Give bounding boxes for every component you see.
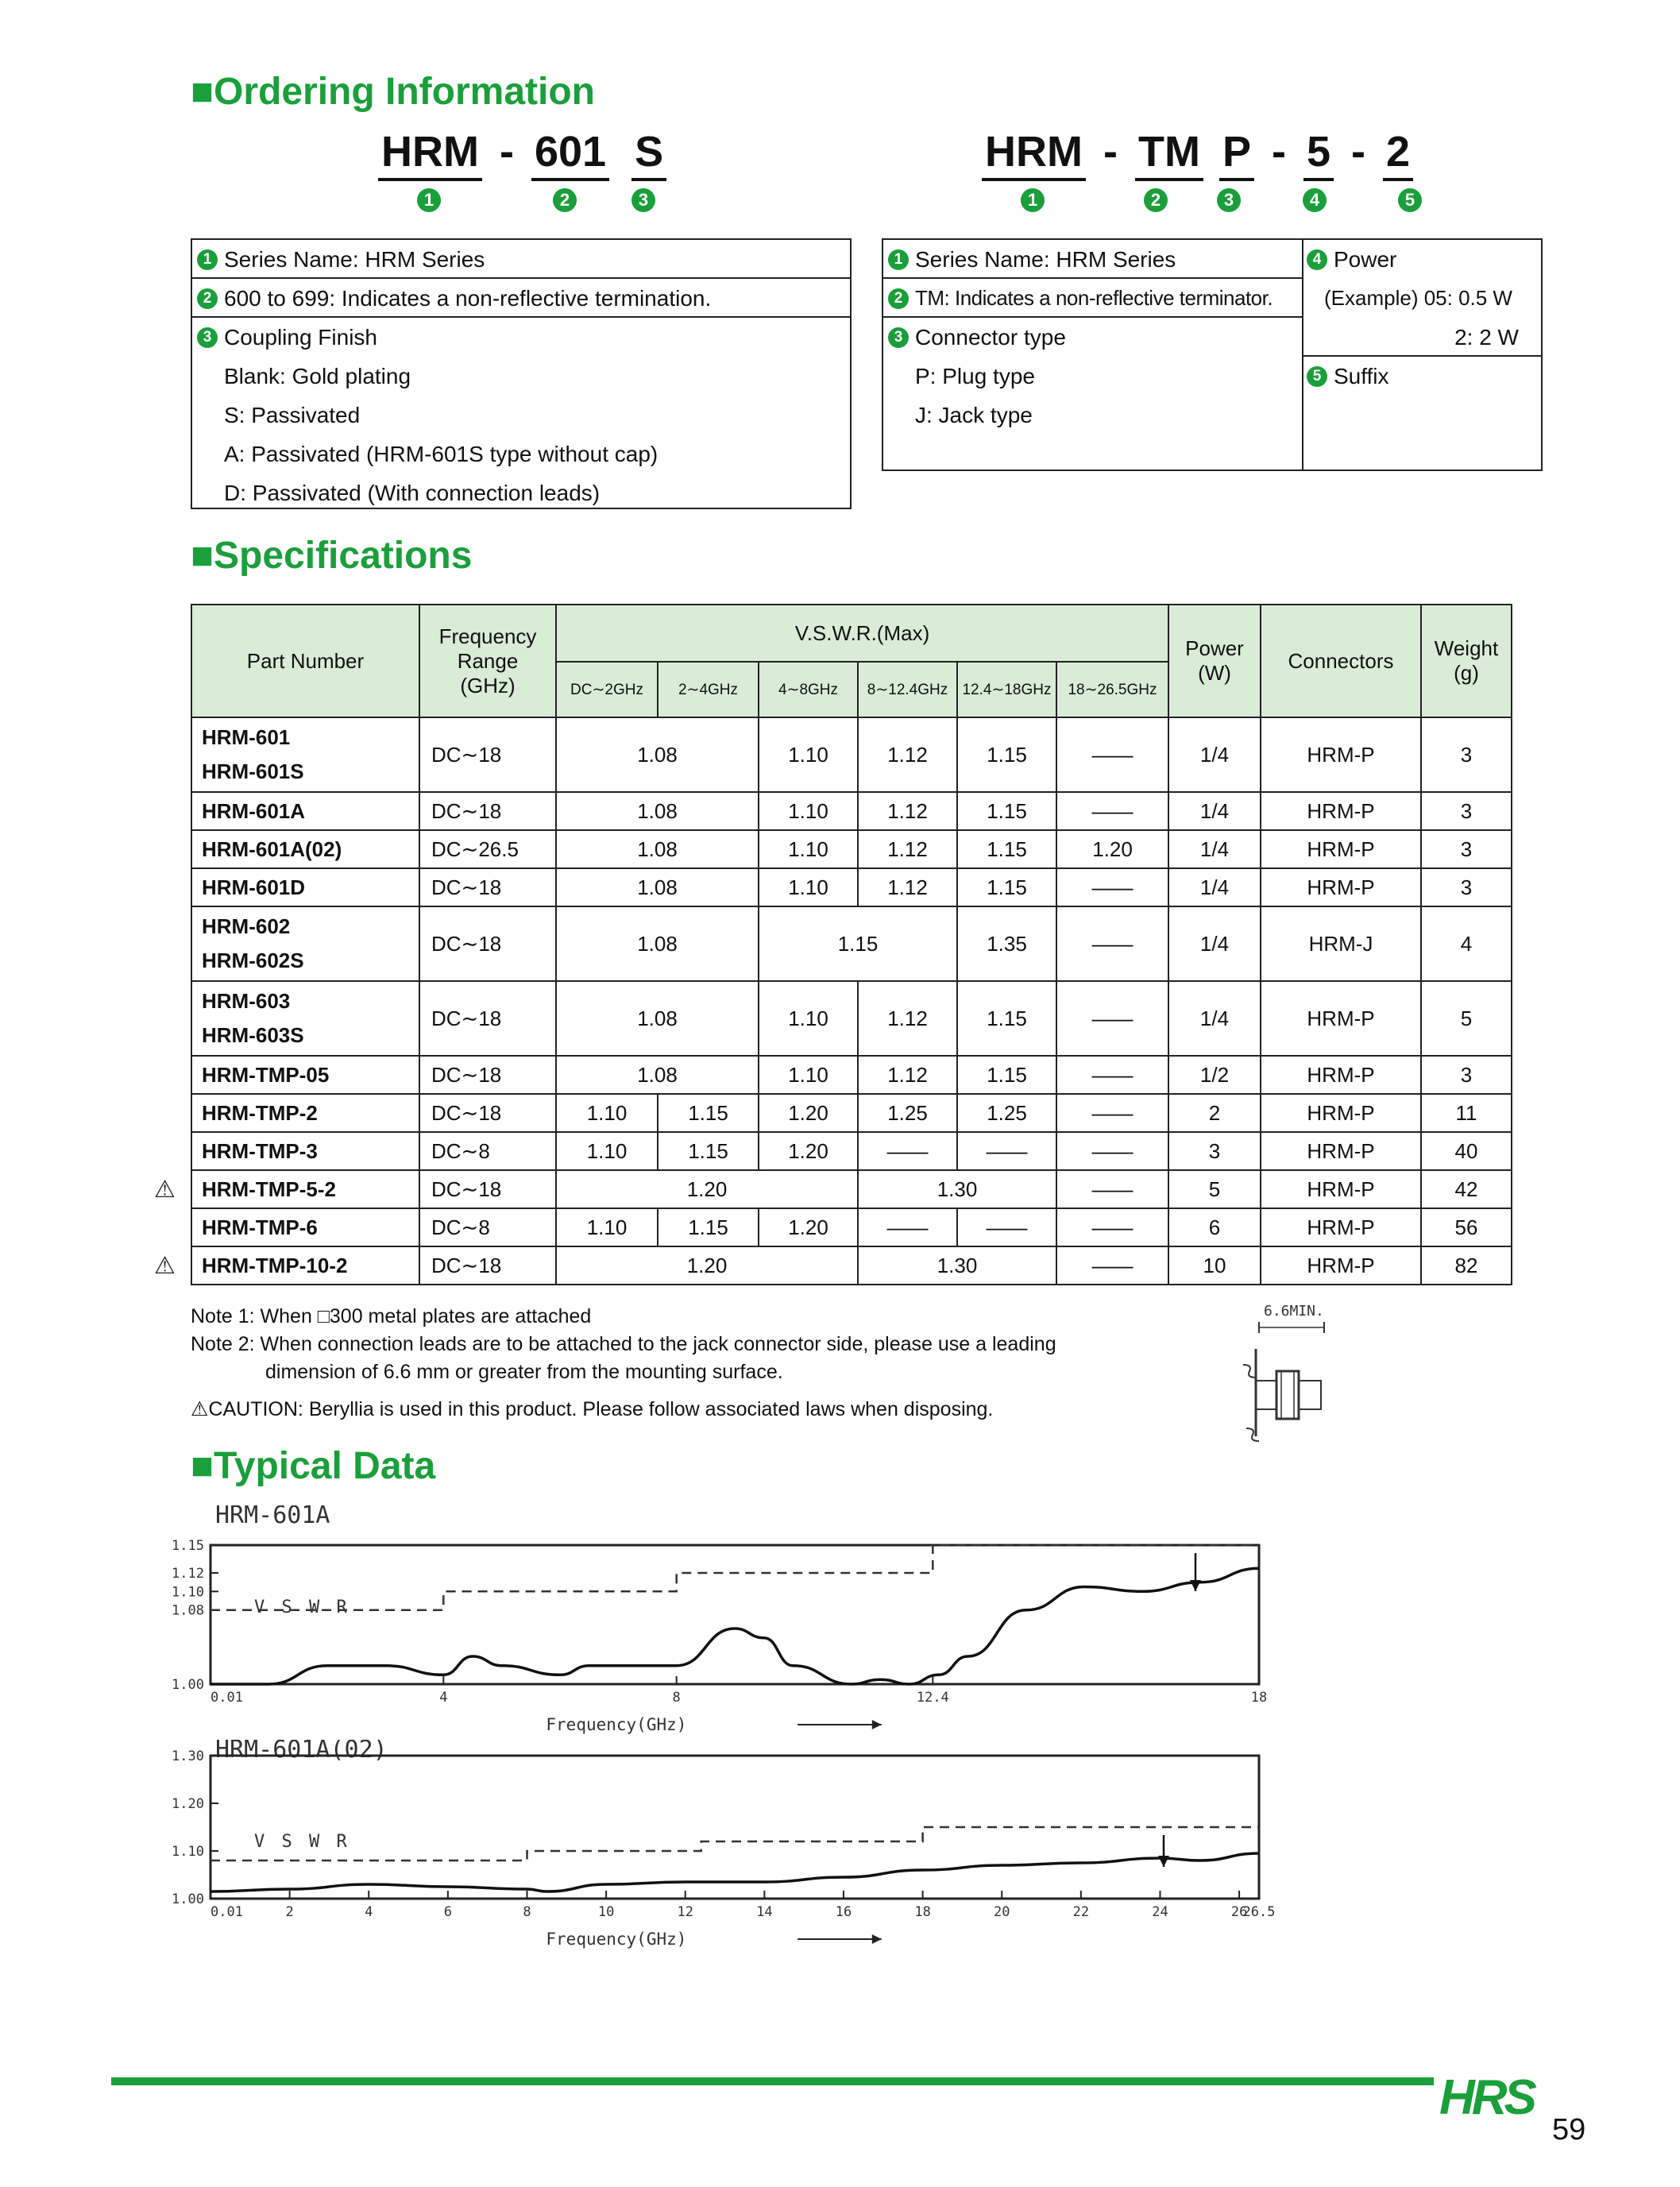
x-axis-arrowhead [872,1934,882,1944]
x-tick-label: 4 [439,1690,448,1706]
ordering-box-2 [882,238,1543,471]
caution-text: CAUTION: Beryllia is used in this product. Please follow associated laws when disposing. [208,1398,994,1420]
x-axis-arrowhead [872,1720,882,1729]
code1-num-2: 2 [553,188,577,212]
x-tick-label: 6 [443,1904,452,1920]
hdr-weight: Weight (g) [1421,605,1512,717]
hdr-band-1: DC∼2GHz [556,662,658,717]
y-tick-label: 1.10 [172,1584,204,1601]
table-row: HRM-TMP-2 DC∼18 1.10 1.15 1.20 1.25 1.25 —— 2 HRM-P 11 [191,1094,1512,1132]
code2-num-4: 4 [1303,188,1327,212]
ordering-info-title: ■Ordering Information [191,71,595,113]
table-row: HRM-TMP-10-2 DC∼18 1.20 1.30 —— 10 HRM-P 82 [191,1246,1512,1285]
x-tick-label: 8 [672,1690,681,1706]
code2-num-3: 3 [1217,188,1241,212]
y-tick-label: 1.30 [172,1748,204,1764]
y-tick-label: 1.00 [172,1677,204,1693]
code2-type: P [1219,127,1254,181]
box2-series-row: 1 Series Name: HRM Series [883,240,1302,279]
box2-num-3: 3 [888,327,909,348]
x-tick-label: 24 [1152,1904,1168,1920]
x-tick-label: 0.01 [210,1690,243,1706]
marker-arrowhead [1158,1856,1169,1867]
notes [191,1303,1056,1424]
box2-num-2: 2 [888,288,909,309]
caution-icon: ⚠ [191,1398,209,1420]
x-axis-label: Frequency(GHz) [546,1715,687,1734]
spec-limit-line [210,1827,1259,1860]
code1-dash: - [499,128,514,176]
x-tick-label: 4 [365,1904,373,1920]
lead-dimension-drawing [1235,1301,1338,1444]
table-row: HRM-601 HRM-601S DC∼18 1.08 1.10 1.12 1.15 —— 1/4 HRM-P 3 [191,717,1512,792]
x-tick-label: 2 [285,1904,294,1920]
hdr-band-6: 18∼26.5GHz [1056,662,1168,717]
hdr-part-number: Part Number [191,605,419,717]
box2-num-1: 1 [888,249,909,270]
x-tick-label: 10 [597,1904,615,1920]
x-tick-label: 8 [523,1904,531,1920]
box2-power-row: 4 Power (Example) 05: 0.5 W 2: 2 W [1302,240,1541,357]
box1-num-3: 3 [197,327,218,348]
page-number: 59 [1552,2113,1586,2146]
box1-series-row: 1 Series Name: HRM Series [192,240,850,279]
box1-num-2: 2 [197,288,218,309]
box1-coupling-row: 3 Coupling Finish Blank: Gold plating S: Passivated A: Passivated (HRM-601S type without cap) D: Passivated (With connection leads) [192,318,850,512]
code2-num-1: 1 [1021,188,1045,212]
hdr-power: Power (W) [1168,605,1261,717]
x-tick-label: 0.01 [210,1904,243,1920]
marker-arrowhead [1190,1580,1201,1591]
y-tick-label: 1.20 [172,1796,204,1812]
series-label: V S W R [254,1832,350,1852]
measured-vswr-line [210,1853,1259,1891]
y-tick-label: 1.00 [172,1891,204,1907]
warning-icon: ⚠ [154,1253,176,1279]
box2-num-4: 4 [1307,249,1327,270]
x-tick-label: 26 [1230,1904,1248,1920]
box2-conn-row: 3 Connector type P: Plug type J: Jack type [883,318,1302,435]
box2-num-5: 5 [1307,366,1327,387]
code1-finish: S [631,127,666,181]
hdr-band-2: 2∼4GHz [658,662,759,717]
warning-icon: ⚠ [154,1177,176,1203]
code2-suffix: 2 [1383,127,1413,181]
code1-num-3: 3 [631,188,655,212]
table-row: HRM-TMP-3 DC∼8 1.10 1.15 1.20 —— —— —— 3 HRM-P 40 [191,1132,1512,1170]
plot-frame [210,1545,1259,1684]
x-tick-label: 20 [993,1904,1010,1920]
note-2b: dimension of 6.6 mm or greater from the mounting surface. [265,1361,783,1383]
hdr-connectors: Connectors [1261,605,1421,717]
table-row: HRM-TMP-5-2 DC∼18 1.20 1.30 —— 5 HRM-P 42 [191,1170,1512,1208]
code2-dash-2: - [1271,128,1286,176]
chart-hrm-601a-02 [159,1740,1287,1986]
code1-number: 601 [531,127,609,181]
chart-title: HRM-601A(02) [215,1740,388,1764]
hdr-band-5: 12.4∼18GHz [957,662,1056,717]
typical-data-title: ■Typical Data [191,1445,436,1487]
x-tick-label: 16 [835,1904,852,1920]
table-row: HRM-602 HRM-602S DC∼18 1.08 1.15 1.35 —— 1/4 HRM-J 4 [191,906,1512,981]
x-tick-label: 18 [914,1904,931,1920]
chart-hrm-601a [159,1505,1287,1744]
table-row: HRM-601D DC∼18 1.08 1.10 1.12 1.15 —— 1/4 HRM-P 3 [191,868,1512,906]
code2-power: 5 [1303,127,1334,181]
code2-num-2: 2 [1144,188,1168,212]
table-row: HRM-TMP-05 DC∼18 1.08 1.10 1.12 1.15 —— 1/2 HRM-P 3 [191,1056,1512,1094]
code1-series: HRM [378,127,482,181]
note-2a: Note 2: When connection leads are to be attached to the jack connector side, please use a leading [191,1333,1056,1355]
code1-num-1: 1 [417,188,441,212]
x-tick-label: 22 [1072,1904,1090,1920]
table-row: HRM-TMP-6 DC∼8 1.10 1.15 1.20 —— —— —— 6 HRM-P 56 [191,1208,1512,1246]
code2-dash-3: - [1351,128,1365,176]
series-label: V S W R [254,1598,350,1617]
spec-table [191,604,1512,1285]
hdr-frequency: Frequency Range (GHz) [419,605,556,717]
measured-vswr-line [210,1568,1259,1684]
note-1: Note 1: When □300 metal plates are attached [191,1305,592,1327]
x-tick-label: 14 [756,1904,773,1920]
hrs-logo: HRS [1439,2070,1534,2125]
ordering-box-1 [191,238,852,509]
spec-limit-line [210,1545,1259,1610]
dimension-label: 6.6MIN. [1264,1303,1324,1320]
box1-num-1: 1 [197,249,218,270]
table-row: HRM-603 HRM-603S DC∼18 1.08 1.10 1.12 1.15 —— 1/4 HRM-P 5 [191,981,1512,1056]
y-tick-label: 1.12 [172,1566,204,1582]
order-code-1 [378,127,666,181]
footer-bar [111,2077,1434,2085]
box2-suffix-row: 5 Suffix [1302,357,1541,396]
specifications-title: ■Specifications [191,535,473,577]
chart-title: HRM-601A [215,1505,330,1529]
y-tick-label: 1.15 [172,1538,204,1554]
code2-dash-1: - [1103,128,1118,176]
x-axis-label: Frequency(GHz) [546,1930,687,1949]
hdr-band-4: 8∼12.4GHz [858,662,957,717]
code2-series: HRM [982,127,1086,181]
table-row: HRM-601A(02) DC∼26.5 1.08 1.10 1.12 1.15 1.20 1/4 HRM-P 3 [191,830,1512,868]
y-tick-label: 1.08 [172,1602,204,1619]
table-row: HRM-601A DC∼18 1.08 1.10 1.12 1.15 —— 1/4 HRM-P 3 [191,792,1512,830]
x-tick-label: 12 [677,1904,693,1920]
x-tick-label: 12.4 [916,1690,949,1706]
box1-range-row: 2 600 to 699: Indicates a non-reflective termination. [192,279,850,318]
x-tick-label: 26.5 [1242,1904,1276,1920]
order-code-2 [982,127,1413,181]
x-tick-label: 18 [1250,1690,1268,1706]
hdr-band-3: 4∼8GHz [759,662,858,717]
box2-tm-row: 2 TM: Indicates a non-reflective terminator. [883,279,1302,318]
code2-num-5: 5 [1398,188,1422,212]
hdr-vswr: V.S.W.R.(Max) [556,605,1168,662]
code2-tm: TM [1135,127,1203,181]
y-tick-label: 1.10 [172,1844,204,1860]
